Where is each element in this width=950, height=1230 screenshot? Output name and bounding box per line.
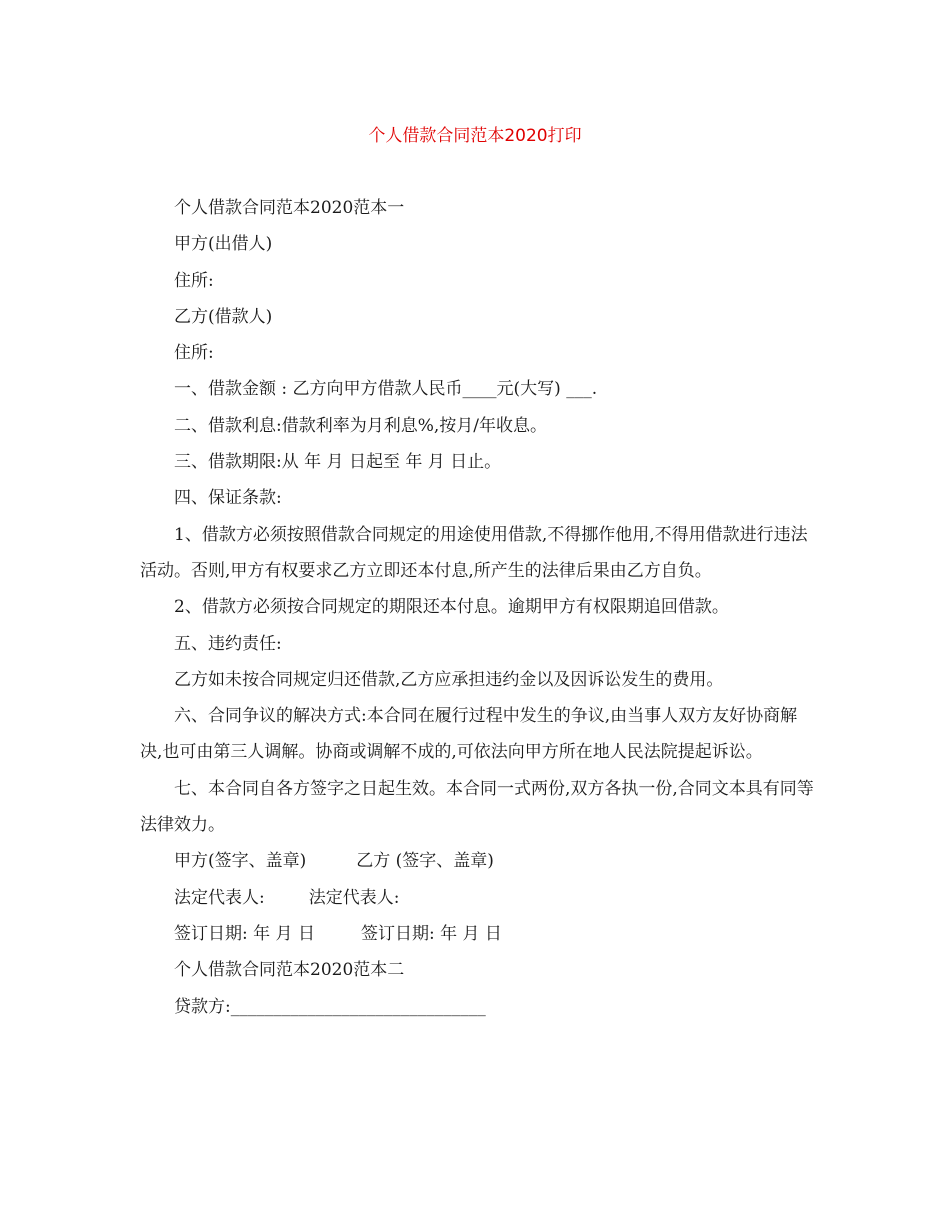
clause-guarantee-1: 1、借款方必须按照借款合同规定的用途使用借款,不得挪作他用,不得用借款进行违法活动。否则,甲方有权要求乙方立即还本付息,所产生的法律后果由乙方自负。 [140, 524, 808, 581]
sign-date-b: 签订日期: 年 月 日 [360, 923, 502, 944]
clause-loan-amount: 一、借款金额 : 乙方向甲方借款人民币____元(大写) ___. [174, 379, 598, 400]
signature-party-b: 乙方 (签字、盖章) [356, 851, 494, 872]
party-b-label: 乙方(借款人) [174, 306, 273, 327]
representative-row [140, 880, 815, 916]
party-a-address: 住所: [174, 270, 214, 291]
clause-term: 三、借款期限:从 年 月 日起至 年 月 日止。 [174, 452, 502, 473]
party-a-label: 甲方(出借人) [174, 234, 273, 255]
document-title: 个人借款合同范本2020打印 [368, 126, 582, 146]
clause-breach-heading: 五、违约责任: [174, 633, 282, 654]
clause-effective: 七、本合同自各方签字之日起生效。本合同一式两份,双方各执一份,合同文本具有同等法律效力。 [140, 778, 814, 836]
representative-a: 法定代表人: [174, 887, 265, 908]
section-heading-1: 个人借款合同范本2020范本一 [174, 198, 405, 218]
clause-breach-text: 乙方如未按合同规定归还借款,乙方应承担违约金以及因诉讼发生的费用。 [174, 669, 724, 690]
clause-guarantee-2: 2、借款方必须按合同规定的期限还本付息。逾期甲方有权限期追回借款。 [174, 597, 729, 618]
document-body [140, 190, 815, 1025]
clause-dispute: 六、合同争议的解决方式:本合同在履行过程中发生的争议,由当事人双方友好协商解决,也可由第三人调解。协商或调解不成的,可依法向甲方所在地人民法院提起诉讼。 [140, 706, 798, 763]
signature-party-a: 甲方(签字、盖章) [174, 851, 307, 872]
clause-interest: 二、借款利息:借款利率为月利息%,按月/年收息。 [174, 415, 548, 436]
lender-field: 贷款方:______________________________ [174, 996, 486, 1017]
clause-guarantee-heading: 四、保证条款: [174, 488, 282, 509]
signature-row [140, 843, 815, 879]
section-heading-2: 个人借款合同范本2020范本二 [174, 960, 405, 981]
party-b-address: 住所: [174, 343, 214, 364]
sign-date-row [140, 916, 815, 952]
sign-date-a: 签订日期: 年 月 日 [174, 923, 315, 944]
representative-b: 法定代表人: [308, 887, 400, 908]
